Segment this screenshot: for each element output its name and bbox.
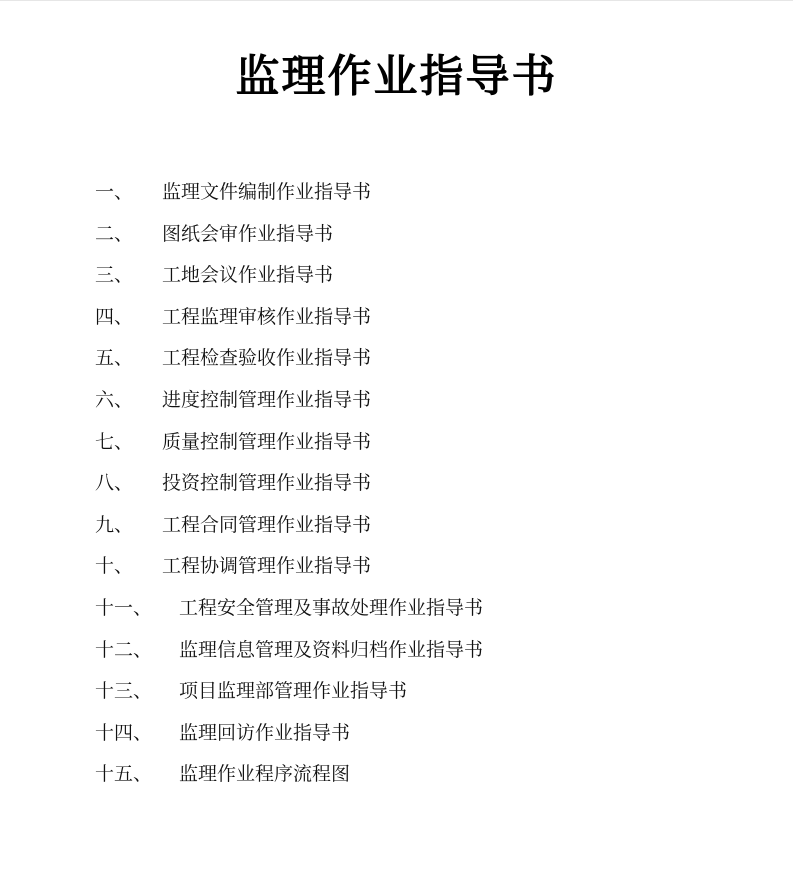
document-title: 监理作业指导书 xyxy=(235,51,558,102)
toc-text: 投资控制管理作业指导书 xyxy=(162,472,372,495)
toc-text: 工程监理审核作业指导书 xyxy=(162,305,372,328)
toc-number: 七、 xyxy=(95,430,134,453)
toc-text: 进度控制管理作业指导书 xyxy=(162,388,372,411)
toc-text: 图纸会审作业指导书 xyxy=(162,222,334,245)
toc-number: 十三、 xyxy=(95,680,153,703)
toc-number: 十五、 xyxy=(95,763,153,786)
toc-number: 一、 xyxy=(95,181,134,203)
toc-number: 三、 xyxy=(95,264,134,287)
toc-text: 监理文件编制作业指导书 xyxy=(162,181,372,203)
toc-text: 监理作业程序流程图 xyxy=(179,763,351,786)
toc-number: 四、 xyxy=(95,305,134,328)
toc-text: 工程安全管理及事故处理作业指导书 xyxy=(179,596,484,619)
toc-number: 二、 xyxy=(95,222,134,245)
toc-number: 十一、 xyxy=(95,596,153,619)
toc-number: 十二、 xyxy=(95,638,153,661)
toc-text: 工地会议作业指导书 xyxy=(162,264,334,287)
toc-text: 项目监理部管理作业指导书 xyxy=(179,680,408,703)
toc-number: 十、 xyxy=(95,555,134,578)
toc-number: 五、 xyxy=(95,347,134,370)
toc-text: 质量控制管理作业指导书 xyxy=(162,430,372,453)
toc-text: 监理信息管理及资料归档作业指导书 xyxy=(179,638,484,661)
toc-text: 监理回访作业指导书 xyxy=(179,721,351,744)
toc-number: 十四、 xyxy=(95,721,153,744)
toc-text: 工程检查验收作业指导书 xyxy=(162,347,372,370)
toc-number: 八、 xyxy=(95,472,134,495)
toc-number: 九、 xyxy=(95,513,134,536)
toc-text: 工程协调管理作业指导书 xyxy=(162,555,372,578)
toc-number: 六、 xyxy=(95,388,134,411)
toc-text: 工程合同管理作业指导书 xyxy=(162,513,372,536)
